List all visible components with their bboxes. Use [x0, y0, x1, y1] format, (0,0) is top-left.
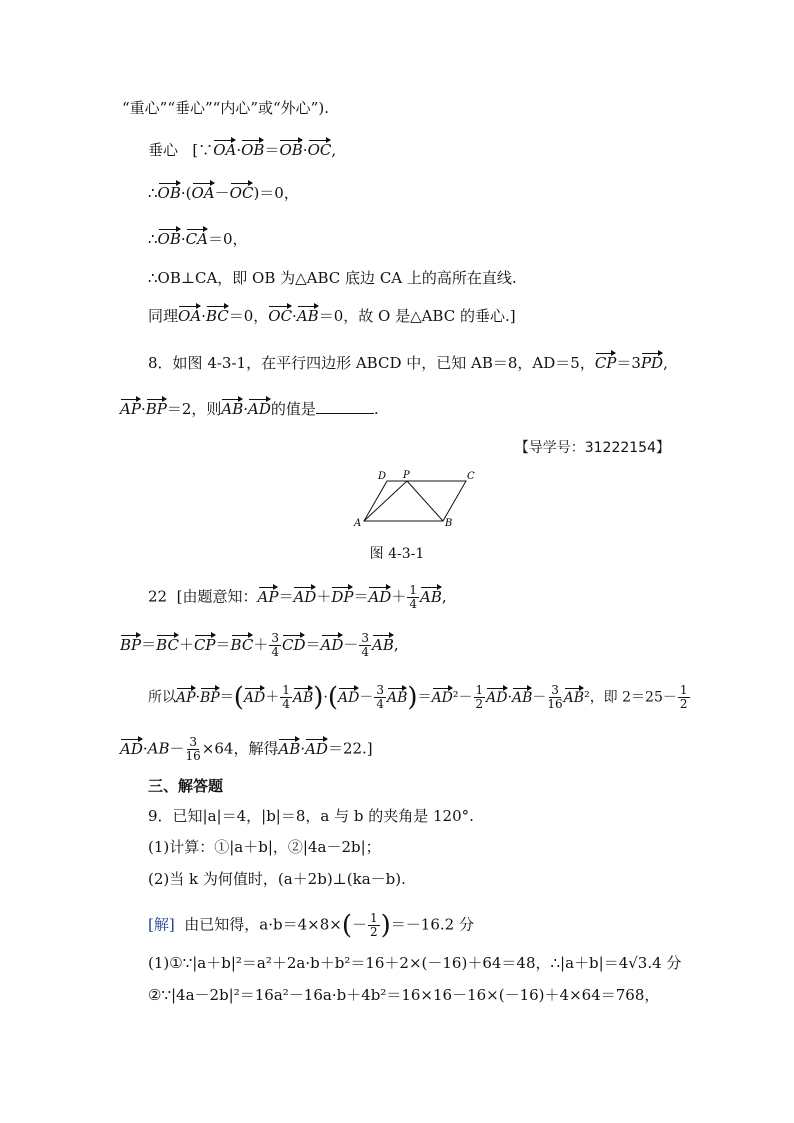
answer7-line1: 垂心 [∵OA·OB＝OB·OC, [148, 141, 337, 159]
solution9-line3: ②∵|4a－2b|²＝16a²－16a·b＋4b²＝16×16－16×(－16)＋4×64＝768， [148, 986, 660, 1004]
figure-caption: 图 4-3-1 [369, 546, 425, 562]
solution9-line1: [解] 由已知得，a·b＝4×8×(－ $\frac{1}{2}$ )＝－16.2 分 [148, 910, 474, 941]
answer7-line5: 同理OA·BC＝0，OC·AB＝0，故 O 是△ABC 的垂心.] [148, 307, 516, 325]
question9-part1: (1)计算：①|a＋b|，②|4a－2b|； [148, 838, 381, 856]
question7-tail: “重心”“垂心”“内心”或“外心”). [122, 99, 329, 117]
guide-number: 【导学号：31222154】 [514, 440, 670, 456]
label-p: P [403, 470, 410, 481]
answer-blank [316, 399, 374, 414]
label-b: B [445, 518, 453, 529]
segment-ap [364, 481, 407, 521]
answer7-label: 垂心 [148, 141, 179, 159]
solution9-line2: (1)①∵|a＋b|²＝a²＋2a·b＋b²＝16＋2×(－16)＋64＝48，∴|a＋b|＝4√3.4 分 [148, 954, 682, 972]
answer7-line2: ∴OB·(OA－OC)＝0， [148, 184, 299, 202]
answer7-line4: ∴OB⊥CA，即 OB 为△ABC 底边 CA 上的高所在直线. [148, 269, 517, 287]
solution-label: [解] [148, 915, 175, 934]
answer8-line1: 22 [由题意知：AP＝AD＋DP＝AD＋ $\frac{1}{4}$ AB, [148, 583, 447, 611]
label-c: C [467, 471, 475, 482]
label-d: D [378, 471, 387, 482]
parallelogram-figure [350, 468, 480, 530]
answer8-line2: BP＝BC＋CP＝BC＋ $\frac{3}{4}$ CD＝AD－ $\frac{3}{4}$ AB, [120, 631, 399, 659]
section-title: 三、解答题 [148, 777, 224, 795]
parallelogram-abcd [364, 481, 466, 521]
question8-line2: AP·BP＝2，则AB·AD的值是 . [120, 400, 379, 418]
answer8-line4: AD·AB－ $\frac{3}{16}$ ×64，解得AB·AD＝22.] [120, 735, 373, 763]
question9-part2: (2)当 k 为何值时，(a＋2b)⊥(ka－b). [148, 870, 406, 888]
question9-intro: 9．已知|a|＝4，|b|＝8，a 与 b 的夹角是 120°. [148, 807, 474, 825]
question8-line1: 8．如图 4-3-1，在平行四边形 ABCD 中，已知 AB＝8，AD＝5，CP＝3PD, [148, 354, 668, 372]
answer7-line3: ∴OB·CA＝0， [148, 230, 248, 248]
answer8-line3: 所以AP·BP＝(AD＋ $\frac{1}{4}$ AB)·(AD－ $\frac{3}{4}$ AB)＝AD²－ $\frac{1}{2}$ AD·AB－ $\frac{3}{16}$ AB²，即 2＝25－ $\frac{1}{2}$ [148, 682, 688, 713]
label-a: A [354, 518, 362, 529]
segment-pb [407, 481, 443, 521]
